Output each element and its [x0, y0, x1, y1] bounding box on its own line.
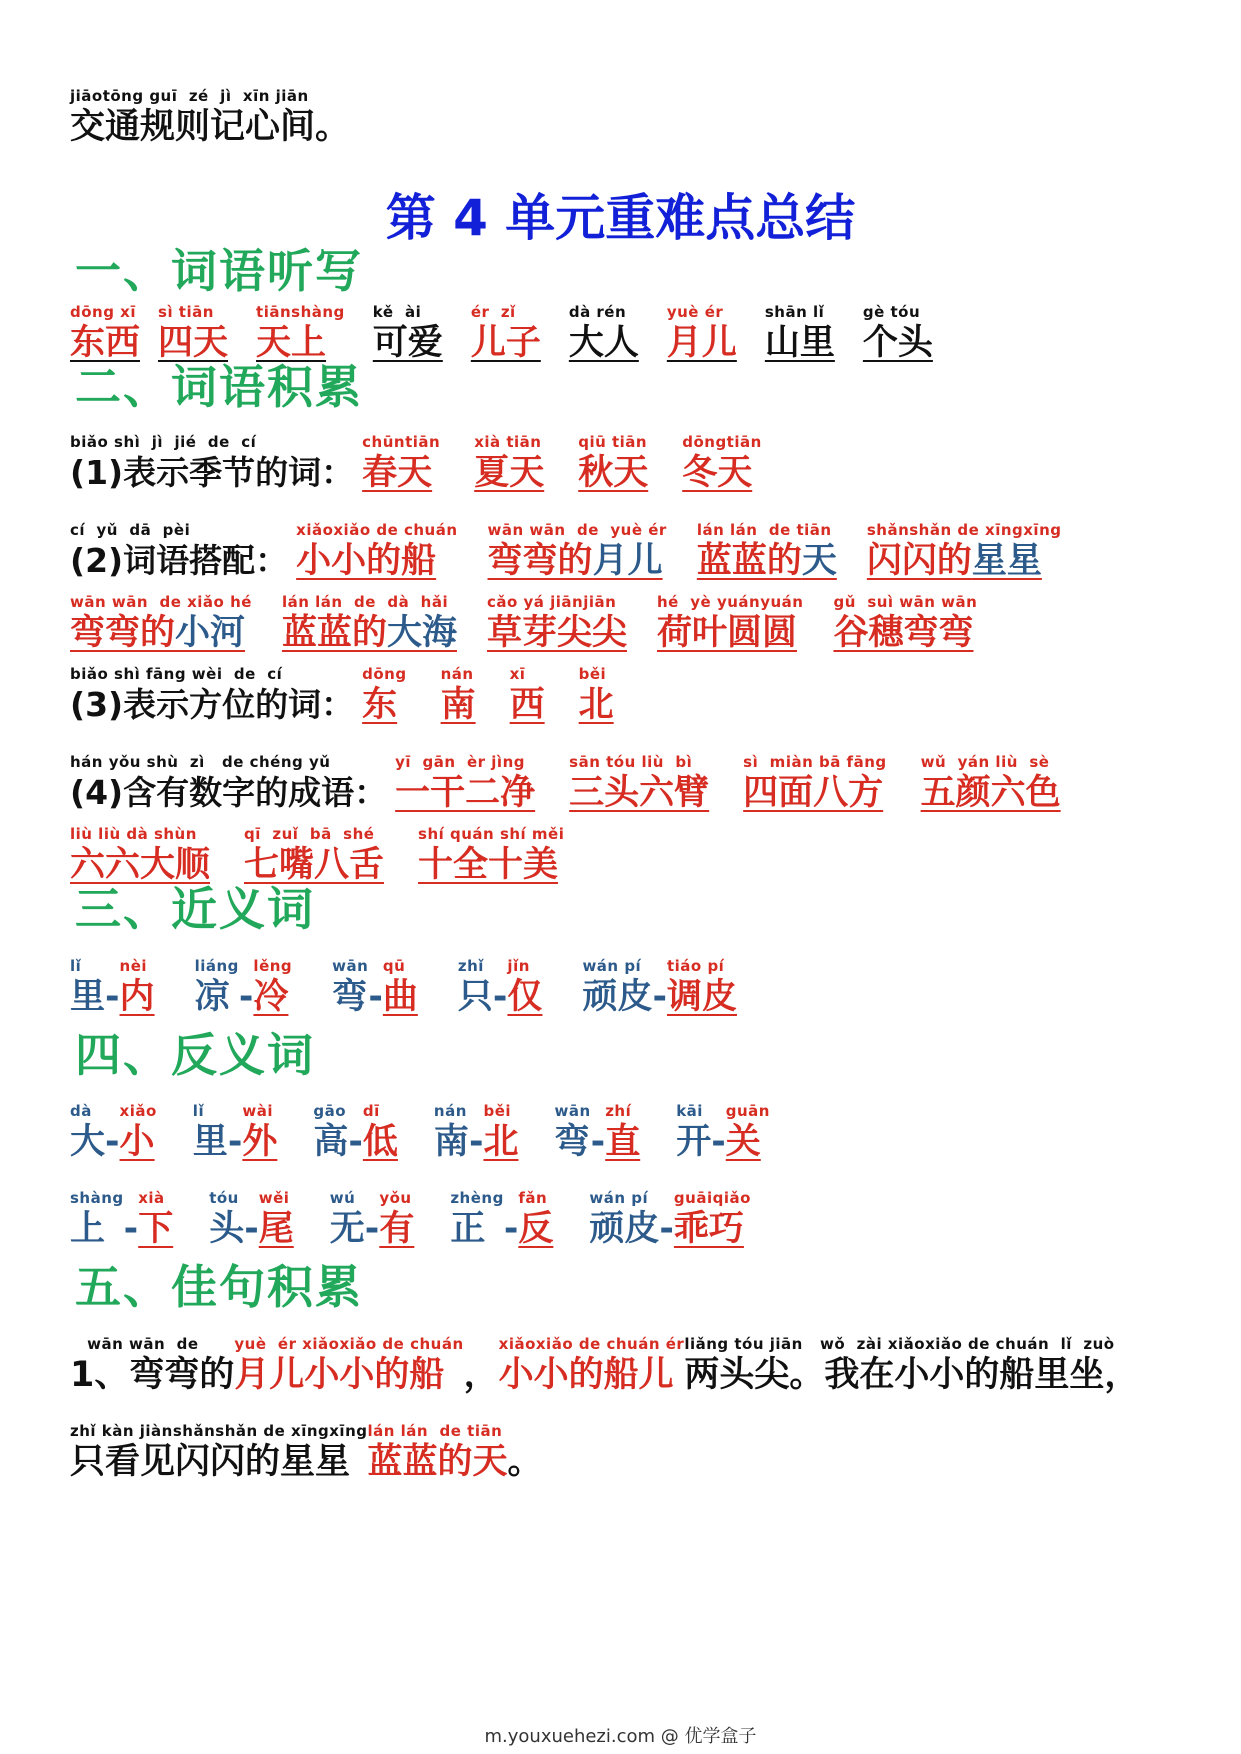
answer-word [474, 432, 544, 494]
intro-text: 交通规则记心间。 [70, 107, 351, 147]
pair-dash [228, 1101, 243, 1163]
dictation-word [158, 302, 228, 364]
section3-heading: 三、近义词 [75, 882, 315, 936]
word-pinyin: gè tóu [862, 303, 921, 321]
segment-hanzi: 蓝蓝的天 [367, 1442, 508, 1482]
prefix-pinyin: biǎo shì fāng wèi de cí [70, 665, 283, 683]
pair-second-hanzi: 仅 [507, 977, 543, 1017]
answer-pinyin: xià tiān [474, 433, 542, 451]
pair-first [195, 956, 239, 1018]
pair-dash [368, 956, 383, 1018]
sentence-segment [508, 1421, 543, 1483]
collocation-part: 草芽尖尖 [486, 613, 627, 653]
section2-heading: 二、词语积累 [75, 360, 363, 414]
prefix-label: (3)表示方位的词： [70, 685, 355, 724]
pair-second-hanzi: 关 [725, 1122, 761, 1162]
pair-dash-glyph: - [123, 1209, 139, 1249]
pair-first-pinyin: lǐ [70, 957, 82, 975]
pair-dash-glyph: - [590, 1122, 606, 1162]
sentence-segment [499, 1334, 685, 1396]
answer-word [579, 664, 614, 726]
segment-hanzi: 只看见闪闪的星星 [70, 1442, 351, 1482]
answer-pinyin: běi [578, 665, 607, 683]
prefix-pinyin: hán yǒu shù zì de chéng yǔ [70, 753, 331, 771]
pair-dash-glyph: - [368, 977, 383, 1017]
question-prefix [70, 752, 387, 814]
collocation-hanzi [296, 540, 436, 582]
pair-second-pinyin: tiáo pí [666, 957, 725, 975]
collocation [487, 592, 627, 654]
answer-pinyin: yī gān èr jìng [395, 753, 525, 771]
pair-dash [469, 1101, 484, 1163]
segment-pinyin: liǎng tóu jiān wǒ zài xiǎoxiǎo de chuán lǐ zuò [684, 1335, 1115, 1353]
pair-first [458, 956, 493, 1018]
pair-second-pinyin: běi [483, 1102, 512, 1120]
pair-first-pinyin: zhǐ [457, 957, 484, 975]
pair-first-hanzi: 上 [70, 1209, 106, 1249]
collocation-part: 大海 [386, 613, 457, 653]
answer-pinyin: sì miàn bā fāng [743, 753, 887, 771]
word-hanzi: 儿子 [470, 323, 541, 363]
answer-word [510, 664, 545, 726]
collocation-hanzi [657, 612, 797, 654]
prefix-label: (1)表示季节的词： [70, 453, 355, 492]
pair-first [313, 1101, 348, 1163]
pair-second-hanzi: 冷 [253, 977, 289, 1017]
answer-hanzi: 夏天 [474, 453, 545, 493]
pair-first-hanzi: 大 [70, 1122, 106, 1162]
idiom-row-1 [70, 752, 1061, 814]
pair-first-pinyin: shàng [70, 1189, 124, 1207]
pair-first-pinyin: wán pí [582, 957, 642, 975]
sentence-line-1 [70, 1334, 1139, 1396]
answer-pinyin: liù liù dà shùn [70, 825, 197, 843]
answer-pinyin: xī [509, 665, 526, 683]
pair-first-pinyin: gāo [313, 1102, 347, 1120]
collocation-part: 荷叶圆圆 [656, 613, 797, 653]
pair-first [70, 1101, 105, 1163]
collocation-part: 星星 [971, 541, 1042, 581]
dictation-word [471, 302, 541, 364]
answer-word [921, 752, 1061, 814]
segment-pinyin: zhǐ kàn jiànshǎnshǎn de xīngxīng [70, 1422, 368, 1440]
pair-dash-glyph: - [492, 977, 508, 1017]
pair-first [434, 1101, 469, 1163]
pair-second-hanzi: 有 [379, 1209, 415, 1249]
pair-first-hanzi: 顽皮 [582, 977, 653, 1017]
prefix-pinyin: cí yǔ dā pèi [70, 521, 191, 539]
sentence-segment [684, 1334, 1139, 1396]
pair-second-pinyin: wài [242, 1102, 273, 1120]
collocation-row-1 [70, 520, 1061, 582]
answer-hanzi: 西 [509, 685, 545, 725]
collocation-part: 天 [801, 541, 837, 581]
answer-word [70, 824, 210, 886]
collocation [488, 520, 667, 582]
pair-second [674, 1188, 751, 1250]
section5-heading: 五、佳句积累 [75, 1260, 363, 1314]
collocation-part: 月儿 [592, 541, 663, 581]
dictation-words [70, 302, 933, 364]
pair-dash [105, 956, 120, 1018]
pair-first-pinyin: wān [332, 957, 369, 975]
collocation [282, 592, 457, 654]
dictation-word [667, 302, 737, 364]
pair-dash-glyph: - [227, 1122, 243, 1162]
sentence-segment [70, 1334, 234, 1396]
answer-pinyin: wǔ yán liù sè [920, 753, 1050, 771]
word-pinyin: kě ài [372, 303, 422, 321]
pair-second [138, 1188, 173, 1250]
footer-source: m.youxuehezi.com @ 优学盒子 [484, 1726, 757, 1747]
pair-second-hanzi: 调皮 [666, 977, 737, 1017]
collocation [70, 592, 252, 654]
pair-first-pinyin: dà [70, 1102, 92, 1120]
prefix-pinyin: biǎo shì jì jié de cí [70, 433, 257, 451]
question-prefix [70, 432, 354, 494]
collocation-row-2 [70, 592, 977, 654]
collocation-pinyin: wān wān de xiǎo hé [70, 593, 252, 611]
answer-hanzi: 七嘴八舌 [244, 845, 385, 885]
direction-words-row [70, 664, 614, 726]
collocation-hanzi [697, 540, 837, 582]
pair-dash-glyph: - [105, 1122, 120, 1162]
pair-first [70, 1188, 124, 1250]
word-hanzi: 四天 [158, 323, 229, 363]
pair-dash-glyph: - [503, 1209, 519, 1249]
page-title: 第 4 单元重难点总结 [385, 189, 856, 247]
pair-dash [124, 1188, 139, 1250]
pair-first [70, 956, 105, 1018]
pair-second [242, 1101, 277, 1163]
pair-dash-glyph: - [348, 1122, 363, 1162]
collocation-pinyin: cǎo yá jiānjiān [486, 593, 617, 611]
collocation [697, 520, 837, 582]
word-pinyin: ér zǐ [470, 303, 516, 321]
pair-second-pinyin: guān [725, 1102, 770, 1120]
segment-hanzi: 月儿小小的船 [234, 1355, 445, 1395]
answer-hanzi: 一干二净 [395, 773, 536, 813]
pair-dash [348, 1101, 363, 1163]
segment-hanzi: 。 [507, 1442, 543, 1482]
answer-pinyin: shí quán shí měi [418, 825, 565, 843]
answer-hanzi: 三头六臂 [569, 773, 710, 813]
word-pinyin: sì tiān [158, 303, 214, 321]
word-hanzi: 个头 [862, 323, 933, 363]
sentence-segment [234, 1334, 463, 1396]
word-pinyin: dōng xī [70, 303, 136, 321]
pair-second-pinyin: qū [382, 957, 406, 975]
pair-dash [591, 1101, 606, 1163]
collocation-hanzi [867, 540, 1042, 582]
pair-second-pinyin: dī [362, 1102, 380, 1120]
pair-second [507, 956, 542, 1018]
sentence-segment [464, 1334, 499, 1396]
answer-hanzi: 冬天 [682, 453, 753, 493]
segment-pinyin: lán lán de tiān [367, 1422, 503, 1440]
sentence-line-2 [70, 1421, 543, 1483]
pair-second-pinyin: lěng [253, 957, 293, 975]
segment-hanzi: 1、弯弯的 [70, 1355, 235, 1395]
answer-hanzi: 秋天 [578, 453, 649, 493]
collocation-part: 闪闪的 [866, 541, 972, 581]
collocation-pinyin: gǔ suì wān wān [833, 593, 978, 611]
pair-second-pinyin: xiǎo [119, 1102, 157, 1120]
pair-second-hanzi: 下 [138, 1209, 174, 1249]
pair-dash-glyph: - [244, 1209, 259, 1249]
prefix-label: (2)词语搭配： [70, 541, 289, 580]
pair-second [253, 956, 292, 1018]
pair-first-pinyin: wān [554, 1102, 591, 1120]
pair-second-hanzi: 反 [518, 1209, 554, 1249]
answer-hanzi: 五颜六色 [920, 773, 1061, 813]
pair-dash [105, 1101, 120, 1163]
pair-second [379, 1188, 414, 1250]
word-hanzi: 东西 [70, 323, 141, 363]
collocation-hanzi [282, 612, 457, 654]
pair-first-pinyin: liáng [194, 957, 239, 975]
word-hanzi: 天上 [256, 323, 327, 363]
answer-word [682, 432, 762, 494]
collocation-part: 蓝蓝的 [281, 613, 387, 653]
pair-second [605, 1101, 640, 1163]
segment-hanzi: 小小的船儿 [498, 1355, 674, 1395]
pair-first [332, 956, 368, 1018]
pair-first-hanzi: 里 [70, 977, 106, 1017]
pair-second [120, 1101, 157, 1163]
collocation-pinyin: hé yè yuányuán [656, 593, 804, 611]
pair-second-pinyin: jǐn [507, 957, 530, 975]
pair-first-pinyin: kāi [676, 1102, 703, 1120]
collocation [296, 520, 457, 582]
pair-first-hanzi: 里 [192, 1122, 228, 1162]
pair-first-pinyin: tóu [209, 1189, 239, 1207]
answer-pinyin: sān tóu liù bì [569, 753, 693, 771]
answer-word [362, 432, 440, 494]
answer-pinyin: dōng [362, 665, 407, 683]
pair-second [259, 1188, 294, 1250]
word-pinyin: shān lǐ [764, 303, 825, 321]
pair-second [726, 1101, 770, 1163]
dictation-word [70, 302, 140, 364]
segment-hanzi: ， [463, 1355, 499, 1395]
pair-dash [493, 956, 508, 1018]
intro-line [70, 86, 350, 148]
collocation-hanzi [488, 540, 663, 582]
pair-second [363, 1101, 398, 1163]
dictation-word [256, 302, 345, 364]
pair-first-hanzi: 高 [313, 1122, 349, 1162]
pair-second-hanzi: 低 [362, 1122, 398, 1162]
pair-first [554, 1101, 590, 1163]
pair-first-hanzi: 南 [433, 1122, 469, 1162]
pair-second [120, 956, 155, 1018]
collocation-part: 谷穗弯弯 [833, 613, 974, 653]
pair-first-hanzi: 无 [329, 1209, 365, 1249]
pair-dash [711, 1101, 726, 1163]
sentence-segment [368, 1421, 508, 1483]
pair-dash-glyph: - [105, 977, 120, 1017]
section4-heading: 四、反义词 [75, 1028, 315, 1082]
pair-dash-glyph: - [364, 1209, 380, 1249]
pair-first-hanzi: 头 [209, 1209, 245, 1249]
pair-first [450, 1188, 504, 1250]
pair-second-pinyin: nèi [119, 957, 148, 975]
section1-heading: 一、词语听写 [75, 244, 363, 298]
collocation [657, 592, 803, 654]
pair-first [589, 1188, 659, 1250]
collocation-hanzi [833, 612, 973, 654]
pair-dash [365, 1188, 380, 1250]
pair-second-hanzi: 内 [119, 977, 155, 1017]
answer-word [578, 432, 648, 494]
segment-pinyin: wān wān de [70, 1335, 199, 1353]
pair-first [582, 956, 652, 1018]
word-pinyin: yuè ér [666, 303, 724, 321]
pair-second-pinyin: fǎn [518, 1189, 548, 1207]
word-pinyin: tiānshàng [256, 303, 345, 321]
dictation-word [765, 302, 835, 364]
answer-word [362, 664, 406, 726]
segment-hanzi: 两头尖。我在小小的船里坐， [684, 1355, 1140, 1395]
sentence-segment [70, 1421, 368, 1483]
answer-pinyin: qiū tiān [578, 433, 648, 451]
collocation-pinyin: xiǎoxiǎo de chuán [296, 521, 458, 539]
collocation-part: 弯弯的 [487, 541, 593, 581]
pair-first [193, 1101, 228, 1163]
pair-second [667, 956, 737, 1018]
collocation [867, 520, 1062, 582]
collocation-part: 小河 [175, 613, 246, 653]
pair-dash-glyph: - [238, 977, 254, 1017]
collocation [833, 592, 977, 654]
pair-first-hanzi: 开 [676, 1122, 712, 1162]
pair-first-pinyin: wán pí [589, 1189, 649, 1207]
pair-dash [504, 1188, 519, 1250]
pair-second-hanzi: 直 [605, 1122, 641, 1162]
answer-pinyin: nán [440, 665, 474, 683]
word-pinyin: dà rén [568, 303, 627, 321]
pair-first-hanzi: 弯 [332, 977, 368, 1017]
pair-second-hanzi: 小 [119, 1122, 155, 1162]
question-prefix [70, 664, 354, 726]
word-hanzi: 可爱 [372, 323, 443, 363]
pair-second [383, 956, 418, 1018]
collocation-pinyin: shǎnshǎn de xīngxīng [866, 521, 1062, 539]
pair-second-pinyin: zhí [605, 1102, 632, 1120]
pair-second-pinyin: wěi [258, 1189, 290, 1207]
pair-second-pinyin: guāiqiǎo [673, 1189, 751, 1207]
pair-first-hanzi: 弯 [554, 1122, 590, 1162]
pair-dash-glyph: - [711, 1122, 726, 1162]
answer-hanzi: 四面八方 [743, 773, 884, 813]
word-hanzi: 山里 [764, 323, 835, 363]
collocation-pinyin: lán lán de dà hǎi [281, 593, 449, 611]
pair-first-pinyin: zhèng [450, 1189, 504, 1207]
pair-second [518, 1188, 553, 1250]
collocation-part: 蓝蓝的 [696, 541, 802, 581]
word-hanzi: 大人 [568, 323, 639, 363]
pair-second [483, 1101, 518, 1163]
pair-first [330, 1188, 365, 1250]
pair-first-hanzi: 凉 [194, 977, 230, 1017]
answer-word [743, 752, 886, 814]
answer-hanzi: 南 [440, 685, 476, 725]
collocation-part: 弯弯的 [70, 613, 176, 653]
pair-second-pinyin: yǒu [379, 1189, 412, 1207]
pair-dash [659, 1188, 674, 1250]
pair-first-pinyin: lǐ [192, 1102, 205, 1120]
pair-second-hanzi: 尾 [258, 1209, 294, 1249]
pair-first-hanzi: 正 [450, 1209, 486, 1249]
collocation-hanzi [70, 612, 245, 654]
answer-word [569, 752, 709, 814]
dictation-word [863, 302, 933, 364]
answer-word [244, 824, 384, 886]
answer-hanzi: 北 [578, 685, 614, 725]
collocation-part: 小小的船 [296, 541, 437, 581]
pair-first-hanzi: 只 [457, 977, 493, 1017]
pair-dash-glyph: - [468, 1122, 484, 1162]
pair-dash-glyph: - [659, 1209, 674, 1249]
prefix-label: (4)含有数字的成语： [70, 773, 388, 812]
collocation-pinyin: wān wān de yuè ér [487, 521, 667, 539]
pair-first-pinyin: wú [329, 1189, 356, 1207]
segment-pinyin: xiǎoxiǎo de chuán ér [498, 1335, 685, 1353]
answer-hanzi: 六六大顺 [70, 845, 211, 885]
answer-pinyin: qī zuǐ bā shé [244, 825, 375, 843]
segment-pinyin: yuè ér xiǎoxiǎo de chuán [234, 1335, 464, 1353]
pair-second-hanzi: 外 [242, 1122, 278, 1162]
pair-dash-glyph: - [652, 977, 667, 1017]
pair-dash [244, 1188, 259, 1250]
pair-dash [239, 956, 254, 1018]
answer-word [441, 664, 476, 726]
answer-pinyin: dōngtiān [682, 433, 762, 451]
answer-hanzi: 春天 [362, 453, 433, 493]
pair-first-pinyin: nán [433, 1102, 467, 1120]
pair-second-hanzi: 曲 [382, 977, 418, 1017]
synonym-row [70, 956, 737, 1018]
pair-second-pinyin: xià [138, 1189, 165, 1207]
pair-first [209, 1188, 244, 1250]
answer-hanzi: 东 [362, 685, 398, 725]
pair-dash [652, 956, 667, 1018]
dictation-word [569, 302, 639, 364]
intro-pinyin: jiāotōng guī zé jì xīn jiān [70, 87, 309, 105]
word-hanzi: 月儿 [666, 323, 737, 363]
dictation-word [373, 302, 443, 364]
answer-word [395, 752, 535, 814]
answer-hanzi: 十全十美 [418, 845, 559, 885]
question-prefix [70, 520, 288, 582]
answer-pinyin: chūntiān [362, 433, 441, 451]
pair-second-hanzi: 北 [483, 1122, 519, 1162]
idiom-row-2 [70, 824, 564, 886]
collocation-hanzi [487, 612, 627, 654]
season-words-row [70, 432, 762, 494]
pair-first [676, 1101, 711, 1163]
pair-second-hanzi: 乖巧 [673, 1209, 744, 1249]
collocation-pinyin: lán lán de tiān [696, 521, 832, 539]
pair-first-hanzi: 顽皮 [589, 1209, 660, 1249]
answer-word [418, 824, 564, 886]
antonym-row-2 [70, 1188, 751, 1250]
antonym-row-1 [70, 1101, 770, 1163]
